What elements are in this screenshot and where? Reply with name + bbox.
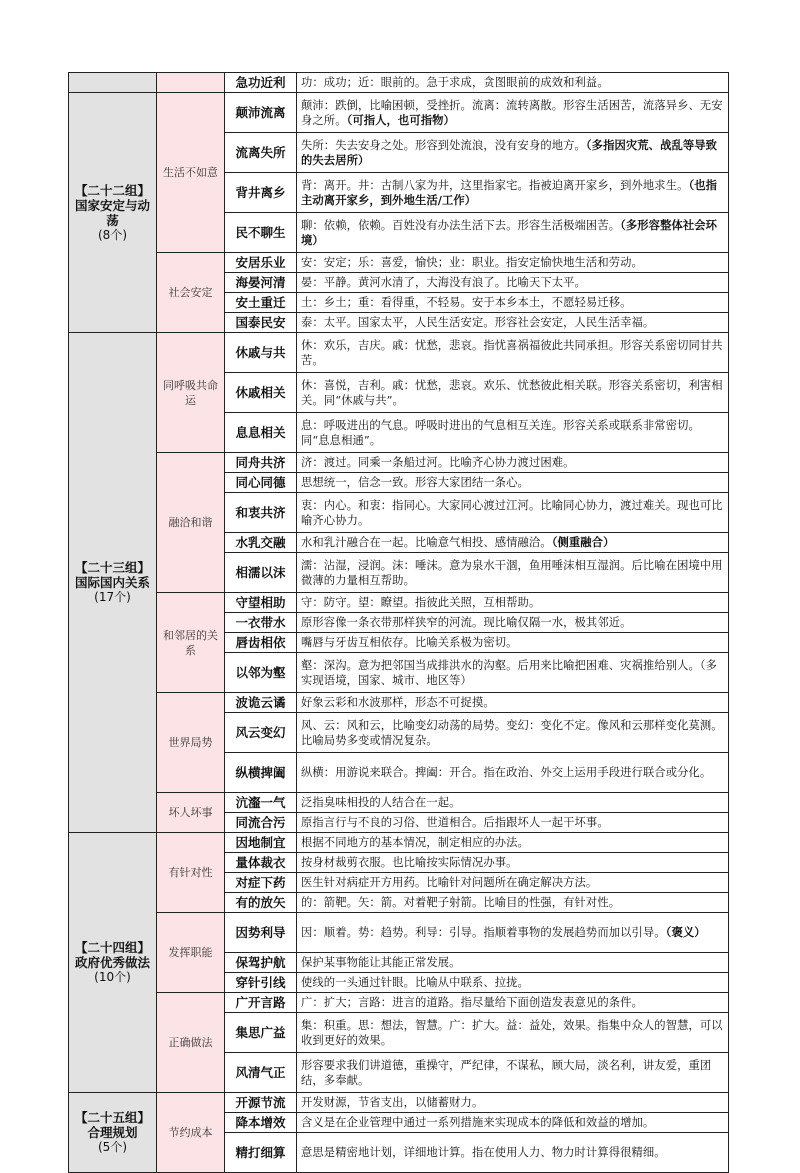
table-row xyxy=(69,913,729,953)
explanation-text: 按身材裁剪衣服。也比喻按实际情况办事。 xyxy=(301,856,518,869)
subcategory-label: 节约成本 xyxy=(157,1093,225,1173)
idiom-cell: 休戚相关 xyxy=(225,373,297,413)
explanation-text: 嘴唇与牙齿互相依存。比喻关系极为密切。 xyxy=(301,636,518,649)
explanation-text: 衷：内心。和衷：指同心。大家同心渡过江河。比喻同心协力，渡过难关。现也可比喻齐心协力。 xyxy=(301,498,723,527)
explanation-text: 广：扩大；言路：进言的道路。指尽量给下面创造发表意见的条件。 xyxy=(301,996,643,1009)
group-header xyxy=(69,1093,157,1173)
explanation-cell xyxy=(297,793,729,813)
idiom-cell: 穿针引线 xyxy=(225,973,297,993)
explanation-cell xyxy=(297,1113,729,1133)
idiom-cell: 海晏河清 xyxy=(225,273,297,293)
explanation-cell xyxy=(297,73,729,93)
explanation-cell xyxy=(297,253,729,273)
explanation-cell xyxy=(297,553,729,593)
idiom-cell: 急功近利 xyxy=(225,73,297,93)
explanation-text: 的：箭靶。矢：箭。对着靶子射箭。比喻目的性强，有针对性。 xyxy=(301,896,621,909)
explanation-cell xyxy=(297,973,729,993)
idiom-cell: 一衣带水 xyxy=(225,613,297,633)
table-row xyxy=(69,73,729,93)
subcategory-label: 坏人坏事 xyxy=(157,793,225,833)
explanation-cell xyxy=(297,713,729,753)
idiom-cell: 水乳交融 xyxy=(225,533,297,553)
subcategory-label: 有针对性 xyxy=(157,833,225,913)
idiom-cell: 精打细算 xyxy=(225,1133,297,1173)
explanation-text: 土：乡土；重：看得重，不轻易。安于本乡本土，不愿轻易迁移。 xyxy=(301,296,632,309)
group-header xyxy=(69,333,157,833)
group-subtitle: 国家安定与动荡 xyxy=(74,197,150,228)
explanation-text: 好象云彩和水波那样，形态不可捉摸。 xyxy=(301,696,495,709)
emphasis-note: （也指主动离开家乡，到外地生活/工作） xyxy=(301,177,718,207)
idiom-table xyxy=(68,72,729,1173)
explanation-cell xyxy=(297,633,729,653)
explanation-text: 风、云：风和云，比喻变幻动荡的局势。变幻：变化不定。像风和云那样变化莫测。比喻局势多变或情况复杂。 xyxy=(301,718,723,747)
subcategory-label: 和邻居的关系 xyxy=(157,593,225,693)
emphasis-note: （可指人，也可指物） xyxy=(346,112,455,127)
emphasis-note: （侧重融合） xyxy=(551,535,615,549)
idiom-cell: 广开言路 xyxy=(225,993,297,1013)
explanation-cell xyxy=(297,373,729,413)
group-count: (8个) xyxy=(98,227,127,242)
explanation-cell xyxy=(297,473,729,493)
subcategory-label: 生活不如意 xyxy=(157,93,225,253)
subcategory-label: 同呼吸共命运 xyxy=(157,333,225,453)
explanation-text: 形容要求我们讲道德，重操守，严纪律，不谋私，顾大局，淡名利，讲友爱，重团结，多奉献。 xyxy=(301,1058,712,1087)
table-row xyxy=(69,1093,729,1113)
explanation-cell xyxy=(297,873,729,893)
explanation-cell xyxy=(297,693,729,713)
explanation-text: 守：防守。望：瞭望。指彼此关照，互相帮助。 xyxy=(301,596,541,609)
explanation-cell xyxy=(297,833,729,853)
table-row xyxy=(69,93,729,133)
explanation-text: 功：成功；近：眼前的。急于求成，贪图眼前的成效和利益。 xyxy=(301,76,609,89)
explanation-text: 医生针对病症开方用药。比喻针对问题所在确定解决方法。 xyxy=(301,876,598,889)
table-row xyxy=(69,793,729,813)
explanation-cell xyxy=(297,333,729,373)
group-count: (10个) xyxy=(94,970,131,984)
explanation-cell xyxy=(297,273,729,293)
idiom-cell: 纵横捭阖 xyxy=(225,753,297,793)
explanation-text: 安：安定；乐：喜爱，愉快；业：职业。指安定愉快地生活和劳动。 xyxy=(301,256,643,269)
explanation-cell xyxy=(297,173,729,213)
subcategory-label: 融洽和谐 xyxy=(157,453,225,593)
idiom-cell: 安居乐业 xyxy=(225,253,297,273)
subcategory-label xyxy=(157,73,225,93)
explanation-text: 颠沛：跌倒，比喻困顿，受挫折。流离：流转离散。形容生活困苦，流落异乡、无安身之所。 xyxy=(301,98,723,127)
explanation-text: 思想统一，信念一致。形容大家团结一条心。 xyxy=(301,476,529,489)
idiom-cell: 集思广益 xyxy=(225,1013,297,1053)
explanation-cell xyxy=(297,893,729,913)
explanation-text: 休：欢乐，吉庆。戚：忧愁，悲哀。指忧喜祸福彼此共同承担。形容关系密切同甘共苦。 xyxy=(301,338,723,367)
group-header xyxy=(69,833,157,1093)
explanation-cell xyxy=(297,593,729,613)
explanation-cell xyxy=(297,1133,729,1173)
table-row xyxy=(69,253,729,273)
explanation-text: 濡：沾湿，浸润。沫：唾沫。意为泉水干涸，鱼用唾沫相互湿润。后比喻在困境中用微薄的力量相互帮助。 xyxy=(301,558,723,587)
group-header xyxy=(69,93,157,333)
explanation-text: 根据不同地方的基本情况，制定相应的办法。 xyxy=(301,836,529,849)
emphasis-note: （褒义） xyxy=(665,925,706,939)
idiom-cell: 沆瀣一气 xyxy=(225,793,297,813)
explanation-text: 水和乳汁融合在一起。比喻意气相投、感情融洽。 xyxy=(301,536,552,549)
idiom-cell: 同流合污 xyxy=(225,813,297,833)
explanation-text: 晏：平静。黄河水清了，大海没有浪了。比喻天下太平。 xyxy=(301,276,586,289)
explanation-cell xyxy=(297,533,729,553)
group-subtitle: 政府优秀做法 xyxy=(74,955,150,970)
group-title: 【二十三组】 xyxy=(74,560,150,575)
idiom-cell: 流离失所 xyxy=(225,133,297,173)
explanation-cell xyxy=(297,293,729,313)
idiom-cell: 同心同德 xyxy=(225,473,297,493)
idiom-cell: 风云变幻 xyxy=(225,713,297,753)
explanation-text: 聊：依赖，依赖。百姓没有办法生活下去。形容生活极端困苦。 xyxy=(301,218,621,232)
idiom-cell: 相濡以沫 xyxy=(225,553,297,593)
explanation-text: 意思是精密地计划，详细地计算。指在使用人力、物力时计算得很精细。 xyxy=(301,1146,666,1159)
idiom-cell: 息息相关 xyxy=(225,413,297,453)
idiom-cell: 风清气正 xyxy=(225,1053,297,1093)
idiom-cell: 因势利导 xyxy=(225,913,297,953)
explanation-cell xyxy=(297,753,729,793)
idiom-cell: 同舟共济 xyxy=(225,453,297,473)
idiom-cell: 对症下药 xyxy=(225,873,297,893)
group-title: 【二十四组】 xyxy=(74,940,150,955)
explanation-cell xyxy=(297,953,729,973)
explanation-text: 泰：太平。国家太平，人民生活安定。形容社会安定，人民生活幸福。 xyxy=(301,316,655,329)
idiom-cell: 民不聊生 xyxy=(225,213,297,253)
explanation-cell xyxy=(297,213,729,253)
explanation-cell xyxy=(297,453,729,473)
explanation-text: 背：离开。井：古制八家为井，这里指家宅。指被迫离开家乡，到外地求生。 xyxy=(301,178,689,192)
idiom-cell: 背井离乡 xyxy=(225,173,297,213)
table-row xyxy=(69,833,729,853)
table-row xyxy=(69,453,729,473)
group-subtitle: 国际国内关系 xyxy=(74,575,150,590)
group-title: 【二十五组】 xyxy=(74,1110,150,1125)
emphasis-note: （多指因灾荒、战乱等导致的失去居所） xyxy=(301,137,718,167)
subcategory-label: 社会安定 xyxy=(157,253,225,333)
explanation-cell xyxy=(297,133,729,173)
idiom-cell: 颠沛流离 xyxy=(225,93,297,133)
explanation-cell xyxy=(297,1013,729,1053)
group-title: 【二十二组】 xyxy=(74,182,150,198)
table-row xyxy=(69,693,729,713)
idiom-cell: 国泰民安 xyxy=(225,313,297,333)
idiom-cell: 开源节流 xyxy=(225,1093,297,1113)
explanation-cell xyxy=(297,413,729,453)
explanation-text: 保护某事物能让其能正常发展。 xyxy=(301,956,461,969)
idiom-cell: 波诡云谲 xyxy=(225,693,297,713)
idiom-cell: 量体裁衣 xyxy=(225,853,297,873)
explanation-text: 原形容像一条衣带那样狭窄的河流。现比喻仅隔一水，极其邻近。 xyxy=(301,616,632,629)
explanation-cell xyxy=(297,1093,729,1113)
explanation-text: 集：积重。思：想法，智慧。广：扩大。益：益处，效果。指集中众人的智慧，可以收到更好的效果。 xyxy=(301,1018,723,1047)
group-count: (5个) xyxy=(98,1140,127,1154)
explanation-cell xyxy=(297,913,729,953)
explanation-text: 因：顺着。势：趋势。利导：引导。指顺着事物的发展趋势而加以引导。 xyxy=(301,926,666,939)
idiom-cell: 因地制宜 xyxy=(225,833,297,853)
group-subtitle: 合理规划 xyxy=(87,1125,138,1140)
table-row xyxy=(69,993,729,1013)
explanation-text: 开发财源，节省支出，以储蓄财力。 xyxy=(301,1096,484,1109)
explanation-cell xyxy=(297,313,729,333)
idiom-cell: 守望相助 xyxy=(225,593,297,613)
idiom-cell: 以邻为壑 xyxy=(225,653,297,693)
explanation-text: 失所：失去安身之处。形容到处流浪，没有安身的地方。 xyxy=(301,138,586,152)
idiom-cell: 和衷共济 xyxy=(225,493,297,533)
explanation-cell xyxy=(297,93,729,133)
group-count: (17个) xyxy=(94,590,131,604)
explanation-text: 含义是在企业管理中通过一系列措施来实现成本的降低和效益的增加。 xyxy=(301,1116,655,1129)
table-row xyxy=(69,593,729,613)
idiom-cell: 安土重迁 xyxy=(225,293,297,313)
explanation-cell xyxy=(297,993,729,1013)
explanation-cell xyxy=(297,653,729,693)
idiom-cell: 降本增效 xyxy=(225,1113,297,1133)
idiom-cell: 有的放矢 xyxy=(225,893,297,913)
idiom-cell: 唇齿相依 xyxy=(225,633,297,653)
explanation-cell xyxy=(297,1053,729,1093)
explanation-text: 济：渡过。同乘一条船过河。比喻齐心协力渡过困难。 xyxy=(301,456,575,469)
table-row xyxy=(69,333,729,373)
explanation-cell xyxy=(297,613,729,633)
subcategory-label: 世界局势 xyxy=(157,693,225,793)
explanation-text: 壑：深沟。意为把邻国当成排洪水的沟壑。后用来比喻把困难、灾祸推给别人。（多实现语境，国家、城市、地区等） xyxy=(301,658,718,687)
explanation-cell xyxy=(297,853,729,873)
subcategory-label: 正确做法 xyxy=(157,993,225,1093)
idiom-cell: 休戚与共 xyxy=(225,333,297,373)
explanation-text: 息：呼吸进出的气息。呼吸时进出的气息相互关连。形容关系或联系非常密切。同“息息相通”。 xyxy=(301,418,700,447)
emphasis-note: （多形容整体社会环境） xyxy=(301,217,718,247)
subcategory-label: 发挥职能 xyxy=(157,913,225,993)
explanation-text: 原指言行与不良的习俗、世道相合。后指跟坏人一起干坏事。 xyxy=(301,816,609,829)
explanation-cell xyxy=(297,813,729,833)
idiom-cell: 保驾护航 xyxy=(225,953,297,973)
explanation-cell xyxy=(297,493,729,533)
explanation-text: 纵横：用游说来联合。捭阖：开合。指在政治、外交上运用手段进行联合或分化。 xyxy=(301,766,712,779)
explanation-text: 泛指臭味相投的人结合在一起。 xyxy=(301,796,461,809)
explanation-text: 休：喜悦，吉利。戚：忧愁，悲哀。欢乐、忧愁彼此相关联。形容关系密切，利害相关。同“休戚与共”。 xyxy=(301,378,723,407)
explanation-text: 使线的一头通过针眼。比喻从中联系、拉拢。 xyxy=(301,976,529,989)
group-header xyxy=(69,73,157,93)
